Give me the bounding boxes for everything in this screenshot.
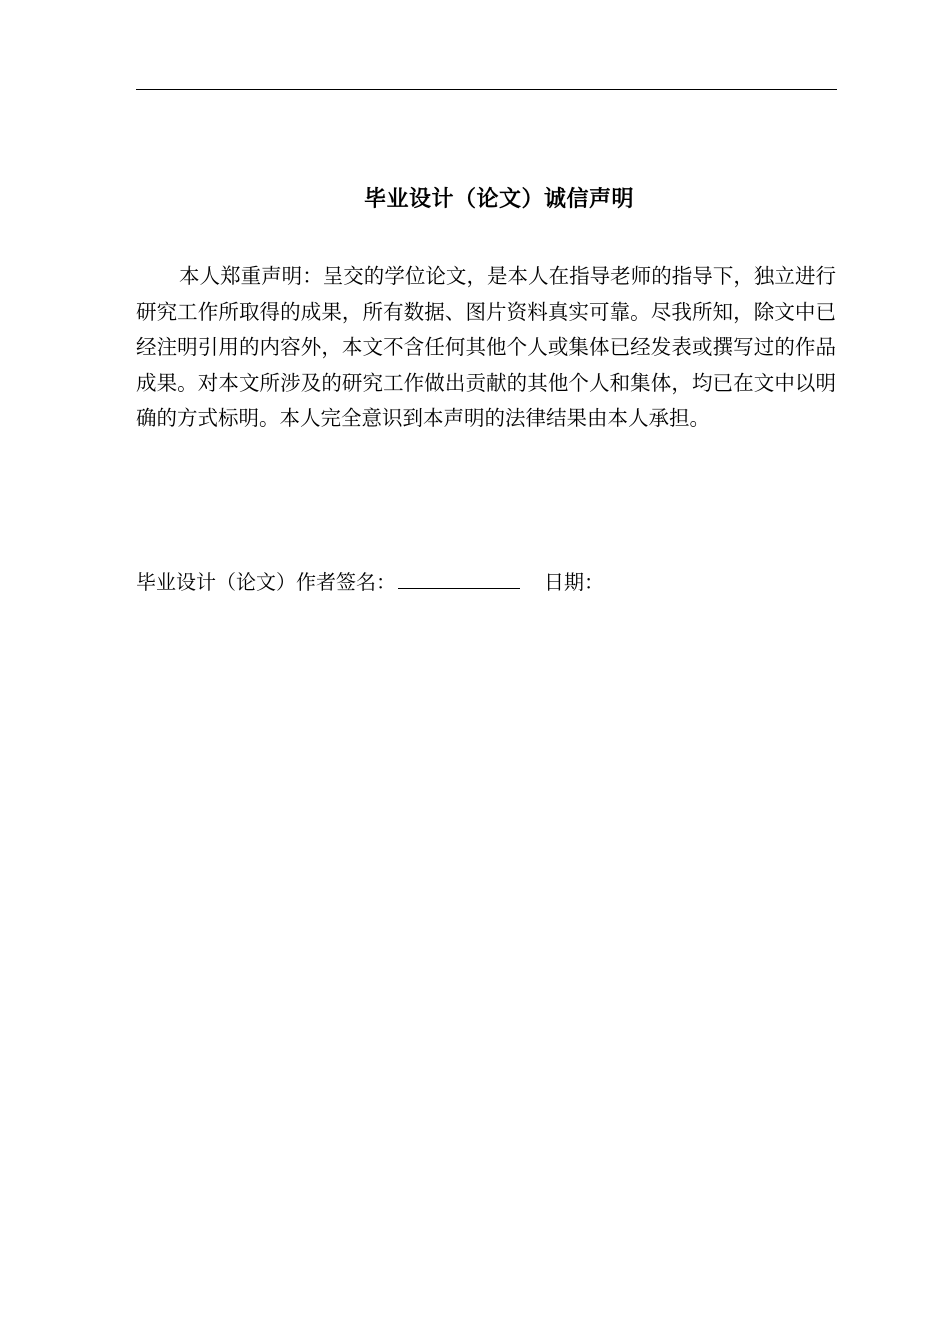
date-label: 日期： bbox=[544, 570, 604, 594]
header-rule bbox=[136, 89, 837, 90]
signature-blank bbox=[398, 566, 520, 589]
declaration-body: 本人郑重声明：呈交的学位论文，是本人在指导老师的指导下，独立进行研究工作所取得的成果，所有数据、图片资料真实可靠。尽我所知，除文中已经注明引用的内容外，本文不含任何其他个人或集体已经发表或撰写过的作品成果。对本文所涉及的研究工作做出贡献的其他个人和集体，均已在文中以明确的方式标明。本人完全意识到本声明的法律结果由本人承担。 bbox=[136, 264, 836, 430]
signature-row bbox=[136, 566, 836, 598]
author-signature-label: 毕业设计（论文）作者签名： bbox=[136, 570, 396, 594]
page-title: 毕业设计（论文）诚信声明 bbox=[363, 187, 634, 212]
